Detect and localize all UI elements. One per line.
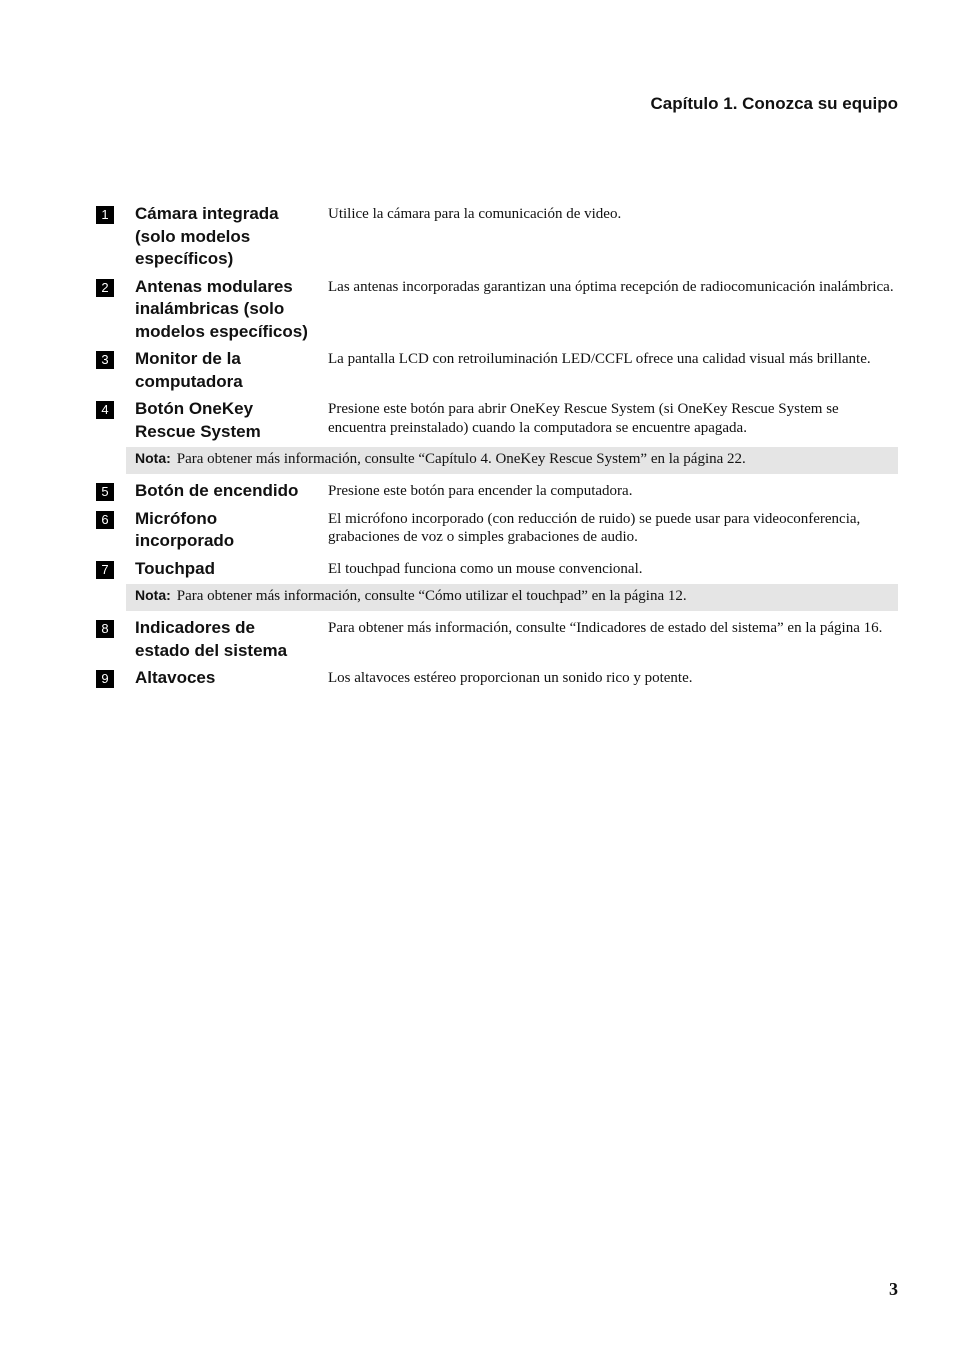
- item-term: Touchpad: [135, 558, 215, 578]
- list-item: [96, 617, 898, 662]
- note-label: Nota:: [135, 450, 171, 466]
- note-label: Nota:: [135, 587, 171, 603]
- list-item: [96, 276, 898, 344]
- item-number-badge: 4: [96, 401, 114, 419]
- item-description: El micrófono incorporado (con reducción de ruido) se puede usar para videoconferencia, grabaciones de voz o simples grabaciones de audio.: [328, 510, 861, 545]
- list-item: [96, 348, 898, 393]
- item-term: Altavoces: [135, 668, 216, 687]
- component-list: [96, 203, 898, 695]
- note-text: Para obtener más información, consulte “Cómo utilizar el touchpad” en la página 12.: [176, 588, 687, 604]
- item-term: Cámara integrada (solo modelos específicos): [135, 204, 279, 268]
- item-number-badge: 7: [96, 561, 114, 579]
- item-term: Botón OneKey Rescue System: [135, 399, 261, 441]
- item-number-badge: 1: [96, 206, 114, 224]
- list-item: [96, 398, 898, 443]
- list-item: [96, 203, 898, 271]
- list-item: [96, 508, 898, 553]
- list-item: [96, 480, 898, 503]
- note-box: [126, 584, 898, 611]
- item-description: El touchpad funciona como un mouse convencional.: [328, 560, 643, 577]
- item-term: Indicadores de estado del sistema: [135, 618, 288, 660]
- item-number-badge: 8: [96, 620, 114, 638]
- item-description: Las antenas incorporadas garantizan una óptima recepción de radiocomunicación inalámbrica.: [328, 278, 894, 295]
- list-item: [96, 558, 898, 581]
- item-term: Botón de encendido: [135, 481, 299, 500]
- item-description: Presione este botón para encender la computadora.: [328, 483, 633, 499]
- item-description: La pantalla LCD con retroiluminación LED/CCFL ofrece una calidad visual más brillante.: [328, 351, 871, 367]
- item-term: Antenas modulares inalámbricas (solo modelos específicos): [135, 276, 308, 341]
- item-number-badge: 9: [96, 670, 114, 688]
- item-number-badge: 3: [96, 351, 114, 369]
- page-number: 3: [889, 1279, 898, 1299]
- note-box: [126, 447, 898, 474]
- item-term: Micrófono incorporado: [135, 508, 235, 550]
- item-number-badge: 6: [96, 511, 114, 529]
- chapter-header: Capítulo 1. Conozca su equipo: [650, 94, 898, 113]
- list-item: [96, 667, 898, 690]
- item-description: Presione este botón para abrir OneKey Rescue System (si OneKey Rescue System se encuentra preinstalado) cuando la computadora se encuentre apagada.: [328, 401, 839, 436]
- item-description: Para obtener más información, consulte “Indicadores de estado del sistema” en la página 16.: [328, 620, 883, 636]
- item-description: Utilice la cámara para la comunicación de video.: [328, 206, 622, 222]
- item-description: Los altavoces estéreo proporcionan un sonido rico y potente.: [328, 670, 693, 686]
- item-term: Monitor de la computadora: [135, 349, 243, 391]
- item-number-badge: 5: [96, 483, 114, 501]
- note-text: Para obtener más información, consulte “Capítulo 4. OneKey Rescue System” en la página 22.: [176, 451, 746, 467]
- item-number-badge: 2: [96, 279, 114, 297]
